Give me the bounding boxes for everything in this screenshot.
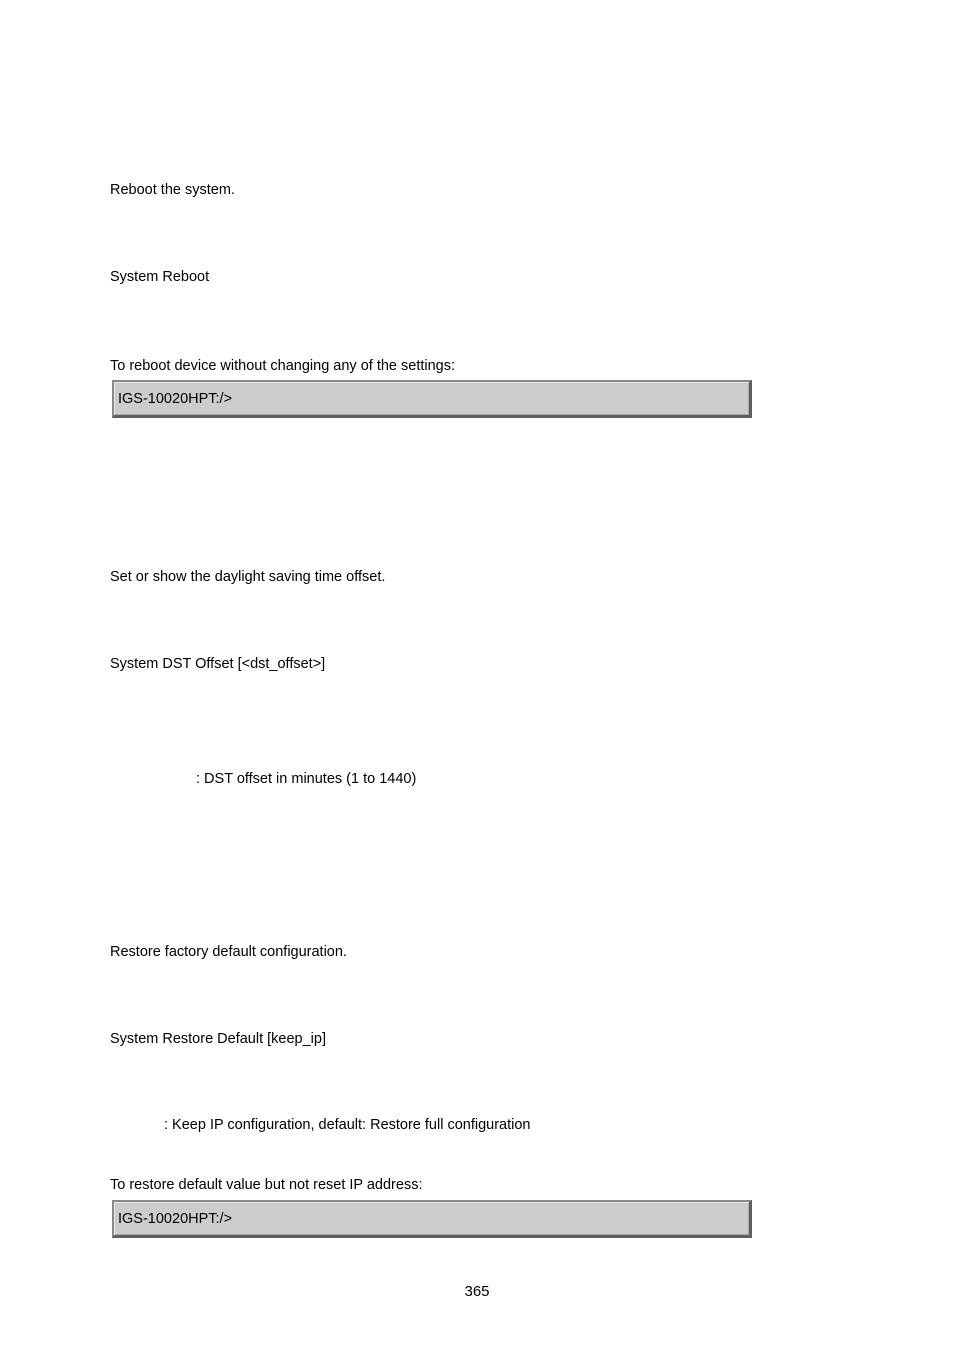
reboot-example-intro: To reboot device without changing any of the settings:	[110, 358, 455, 374]
restore-default-example-box	[112, 1200, 752, 1238]
restore-default-param-desc: : Keep IP configuration, default: Restore full configuration	[164, 1117, 531, 1133]
restore-default-description: Restore factory default configuration.	[110, 944, 347, 960]
reboot-description: Reboot the system.	[110, 182, 235, 198]
dst-offset-syntax: System DST Offset [<dst_offset>]	[110, 656, 326, 672]
page-number: 365	[464, 1283, 490, 1300]
dst-offset-description: Set or show the daylight saving time offset.	[110, 569, 386, 585]
reboot-example-prompt: IGS-10020HPT:/>	[118, 391, 233, 407]
restore-default-example-prompt: IGS-10020HPT:/>	[118, 1211, 233, 1227]
restore-default-syntax: System Restore Default [keep_ip]	[110, 1031, 326, 1047]
restore-default-example-intro: To restore default value but not reset IP address:	[110, 1177, 423, 1193]
dst-offset-param-desc: : DST offset in minutes (1 to 1440)	[196, 771, 417, 787]
reboot-example-box	[112, 380, 752, 418]
reboot-syntax: System Reboot	[110, 269, 210, 285]
